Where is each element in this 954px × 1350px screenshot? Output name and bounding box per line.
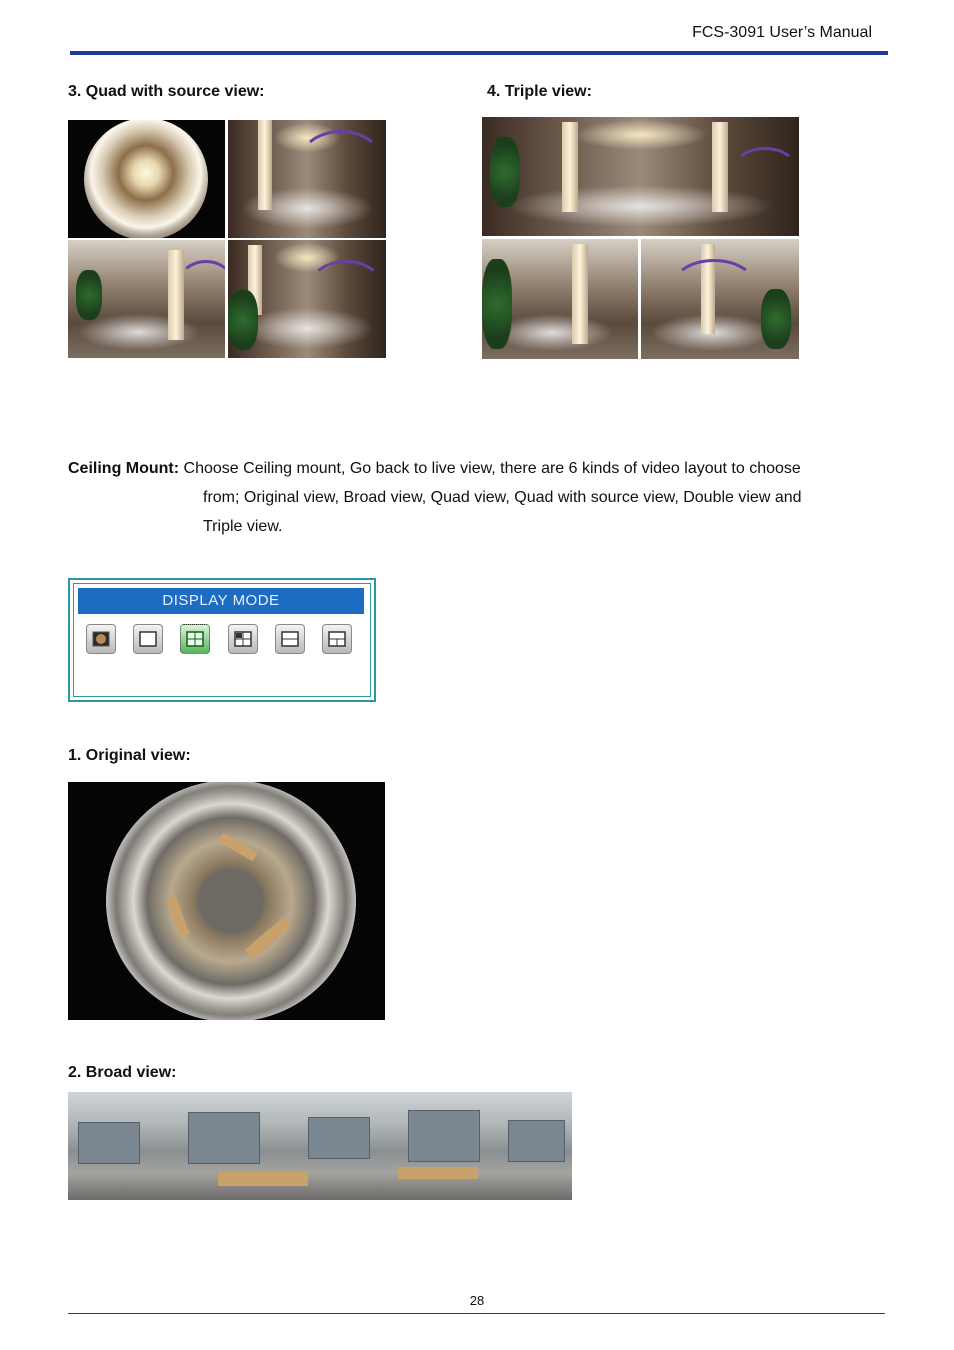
triple-view-image (482, 117, 799, 359)
original-view-image (68, 782, 385, 1020)
triple-tile-left (482, 239, 638, 359)
quad-source-heading: 3. Quad with source view: (68, 83, 265, 100)
triple-tile-right (641, 239, 799, 359)
original-view-heading: 1. Original view: (68, 747, 191, 764)
manual-title: FCS-3091 User’s Manual (692, 24, 872, 41)
ceiling-mount-line-2: from; Original view, Broad view, Quad view, Quad with source view, Double view and (203, 489, 802, 506)
ceiling-mount-line-1: Choose Ceiling mount, Go back to live view, there are 6 kinds of video layout to choose (183, 460, 801, 477)
quad-view-icon (186, 631, 204, 647)
footer-divider (68, 1313, 885, 1314)
page-number: 28 (469, 1293, 485, 1308)
triple-view-button[interactable] (322, 624, 352, 654)
quad-view-button[interactable] (180, 624, 210, 654)
ceiling-mount-paragraph (68, 454, 888, 483)
quad-source-view-button[interactable] (228, 624, 258, 654)
double-view-icon (281, 631, 299, 647)
display-mode-panel (68, 578, 376, 702)
quad-source-image (68, 120, 386, 358)
ceiling-mount-line-3: Triple view. (203, 518, 283, 535)
display-mode-title: DISPLAY MODE (78, 588, 364, 614)
quad-source-tile-2 (228, 120, 386, 238)
broad-view-button[interactable] (133, 624, 163, 654)
triple-view-icon (328, 631, 346, 647)
triple-tile-panorama (482, 117, 799, 236)
ceiling-mount-label: Ceiling Mount: (68, 460, 180, 477)
original-view-button[interactable] (86, 624, 116, 654)
broad-view-image (68, 1092, 572, 1200)
double-view-button[interactable] (275, 624, 305, 654)
quad-source-tile-fisheye (68, 120, 225, 238)
broad-view-heading: 2. Broad view: (68, 1064, 177, 1081)
quad-source-tile-3 (68, 240, 225, 358)
quad-source-tile-4 (228, 240, 386, 358)
fisheye-icon (92, 631, 110, 647)
single-view-icon (139, 631, 157, 647)
quad-source-view-icon (234, 631, 252, 647)
header-divider (70, 51, 888, 55)
triple-heading: 4. Triple view: (487, 83, 592, 100)
